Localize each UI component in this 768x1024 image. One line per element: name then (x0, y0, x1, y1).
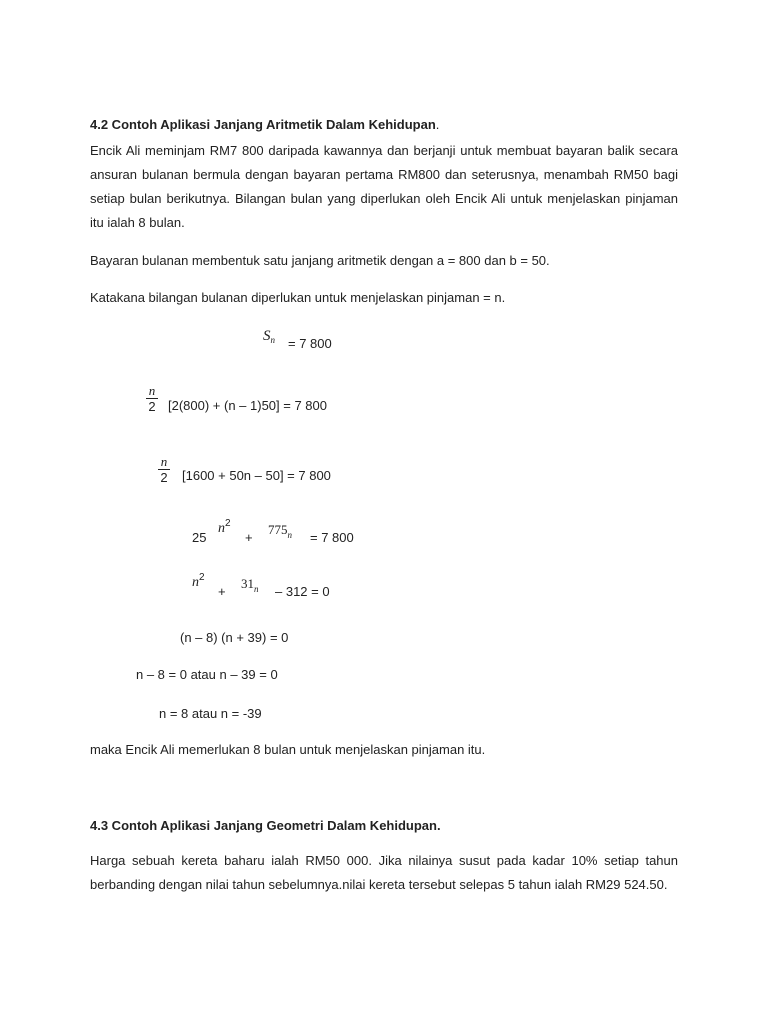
fraction-denominator: 2 (148, 399, 156, 414)
assumption-statement: Katakana bilangan bulanan diperlukan untuk menjelaskan pinjaman = n. (90, 290, 506, 305)
eq4-n-squared (218, 520, 231, 537)
loan-problem-paragraph: Encik Ali meminjam RM7 800 daripada kawannya dan berjanji untuk membuat bayaran balik secara ansuran bulanan bermula dengan bayaran pertama RM800 dan seterusnya, menambah RM50 bagi setiap bulan berikutnya. Bilangan bulan yang diperlukan oleh Encik Ali untuk menjelaskan pinjaman itu ialah 8 bulan. (90, 143, 678, 230)
term-coefficient: 775 (268, 522, 288, 537)
exponent: 2 (225, 518, 231, 529)
conclusion-statement: maka Encik Ali memerlukan 8 bulan untuk menjelaskan pinjaman itu. (90, 742, 486, 757)
equation-expansion: [1600 + 50n – 50] = 7 800 (182, 468, 331, 483)
term-variable: n (287, 530, 292, 540)
section-4-2-heading (90, 117, 439, 132)
eq4-coefficient: 25 (192, 530, 207, 545)
section-4-3-heading: 4.3 Contoh Aplikasi Janjang Geometri Dalam Kehidupan. (90, 818, 441, 833)
fraction-denominator: 2 (160, 470, 168, 485)
term-coefficient: 31 (241, 576, 254, 591)
sum-symbol: S (263, 328, 271, 344)
exponent: 2 (199, 572, 205, 583)
equation-roots: n – 8 = 0 atau n – 39 = 0 (136, 667, 278, 682)
equation-sum (263, 328, 275, 345)
equation-solution: n = 8 atau n = -39 (159, 706, 262, 721)
equation-factorised: (n – 8) (n + 39) = 0 (180, 630, 289, 645)
eq5-plus: + (218, 584, 226, 599)
eq4-plus: + (245, 530, 253, 545)
arithmetic-progression-statement: Bayaran bulanan membentuk satu janjang aritmetik dengan a = 800 dan b = 50. (90, 253, 550, 268)
car-depreciation-paragraph: Harga sebuah kereta baharu ialah RM50 000. Jika nilainya susut pada kadar 10% setiap tahun berbanding dengan nilai tahun sebelumnya.nilai kereta tersebut selepas 5 tahun ialah RM29 524.50. (90, 853, 678, 892)
term-variable: n (254, 584, 259, 594)
section-4-2-heading-text: 4.2 Contoh Aplikasi Janjang Aritmetik Dalam Kehidupan (90, 117, 436, 132)
fraction-n-over-2 (145, 383, 159, 415)
eq4-rhs: = 7 800 (310, 530, 354, 545)
sum-subscript: n (270, 335, 275, 345)
eq5-linear-term (241, 576, 259, 592)
equation-sum-rhs: = 7 800 (288, 336, 332, 351)
equation-substitution: [2(800) + (n – 1)50] = 7 800 (168, 398, 327, 413)
fraction-numerator: n (148, 383, 156, 398)
eq5-n-squared (192, 574, 205, 591)
eq4-linear-term (268, 522, 292, 538)
variable-n: n (218, 521, 225, 536)
fraction-n-over-2 (157, 454, 171, 486)
variable-n: n (192, 575, 199, 590)
fraction-numerator: n (160, 454, 168, 469)
eq5-rhs: – 312 = 0 (275, 584, 330, 599)
section-4-2-heading-period: . (435, 117, 440, 132)
